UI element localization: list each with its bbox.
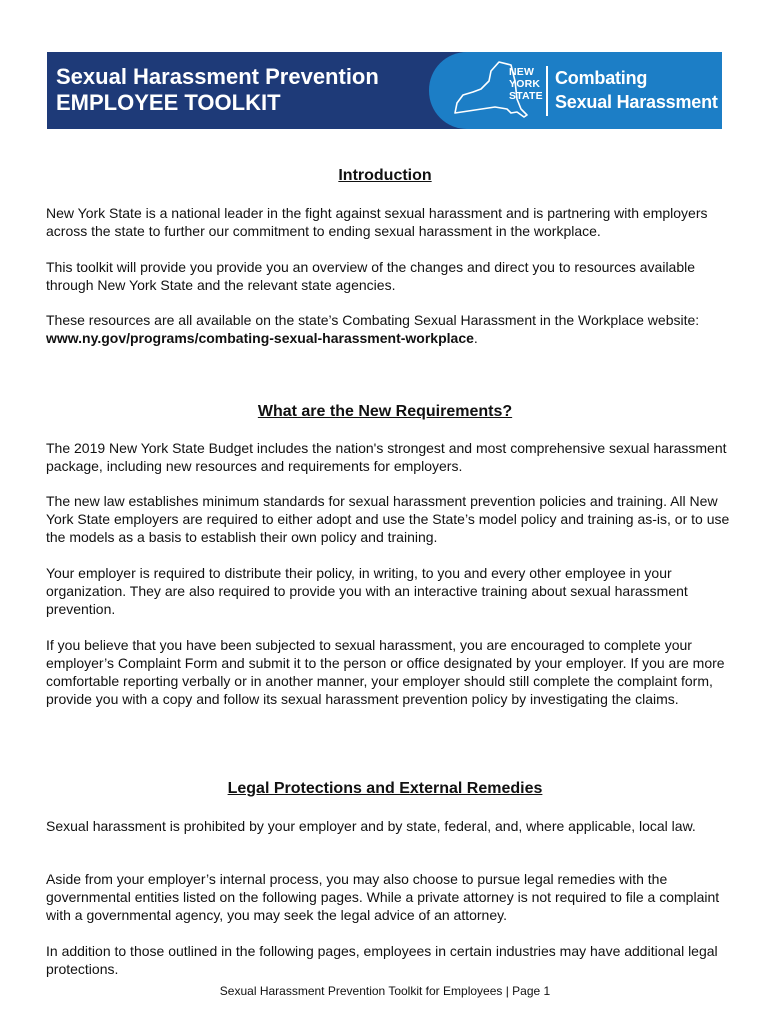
- requirements-heading: What are the New Requirements?: [257, 403, 513, 420]
- intro-paragraph-2: This toolkit will provide you provide you an overview of the changes and direct you to resources available through New York State and the relevant state agencies.: [46, 259, 696, 293]
- page-footer: Sexual Harassment Prevention Toolkit for Employees | Page 1: [219, 984, 551, 998]
- toolkit-title-line1: Sexual Harassment Prevention: [56, 64, 379, 89]
- intro-paragraph-3: These resources are all available on the state’s Combating Sexual Harassment in the Workplace website: www.ny.gov/programs/combating-sexual-harassment-workplace.: [46, 312, 700, 346]
- campaign-wordmark: Combating Sexual Harassment: [555, 68, 718, 112]
- new-york-state-wordmark: NEW YORK STATE: [509, 66, 543, 102]
- requirements-paragraph-4: If you believe that you have been subjected to sexual harassment, you are encouraged to complete your employer’s Complaint Form and submit it to the person or office designated by your employer. If you are more comfortable reporting verbally or in another manner, your employer should still complete the complaint form, provide you with a copy and follow its sexual harassment prevention policy by investigating the claims.: [46, 637, 725, 707]
- toolkit-title-line2: EMPLOYEE TOOLKIT: [56, 90, 281, 115]
- legal-paragraph-2: Aside from your employer’s internal process, you may also choose to pursue legal remedies with the governmental entities listed on the following pages. While a private attorney is not required to file a complaint with a governmental agency, you may seek the legal advice of an attorney.: [46, 871, 720, 923]
- introduction-heading: Introduction: [338, 167, 432, 184]
- resources-website-link[interactable]: www.ny.gov/programs/combating-sexual-harassment-workplace: [46, 330, 474, 346]
- intro-paragraph-1: New York State is a national leader in the fight against sexual harassment and is partnering with employers across the state to further our commitment to ending sexual harassment in the workplace.: [46, 205, 708, 239]
- requirements-paragraph-3: Your employer is required to distribute their policy, in writing, to you and every other employee in your organization. They are also required to provide you with an interactive training about sexual harassment prevention.: [46, 565, 688, 617]
- header-banner: [47, 52, 722, 129]
- legal-paragraph-3: In addition to those outlined in the following pages, employees in certain industries may have additional legal protections.: [46, 943, 718, 977]
- toolkit-title: [56, 64, 379, 116]
- legal-heading: Legal Protections and External Remedies: [227, 780, 543, 797]
- legal-paragraph-1: Sexual harassment is prohibited by your employer and by state, federal, and, where applicable, local law.: [46, 818, 696, 834]
- requirements-paragraph-2: The new law establishes minimum standards for sexual harassment prevention policies and training. All New York State employers are required to either adopt and use the State’s model policy and training as-is, or to use the models as a basis to establish their own policy and training.: [46, 493, 730, 545]
- requirements-paragraph-1: The 2019 New York State Budget includes the nation's strongest and most comprehensive sexual harassment package, including new resources and requirements for employers.: [46, 440, 727, 474]
- campaign-logo-area: [429, 52, 722, 129]
- logo-divider: [546, 66, 548, 116]
